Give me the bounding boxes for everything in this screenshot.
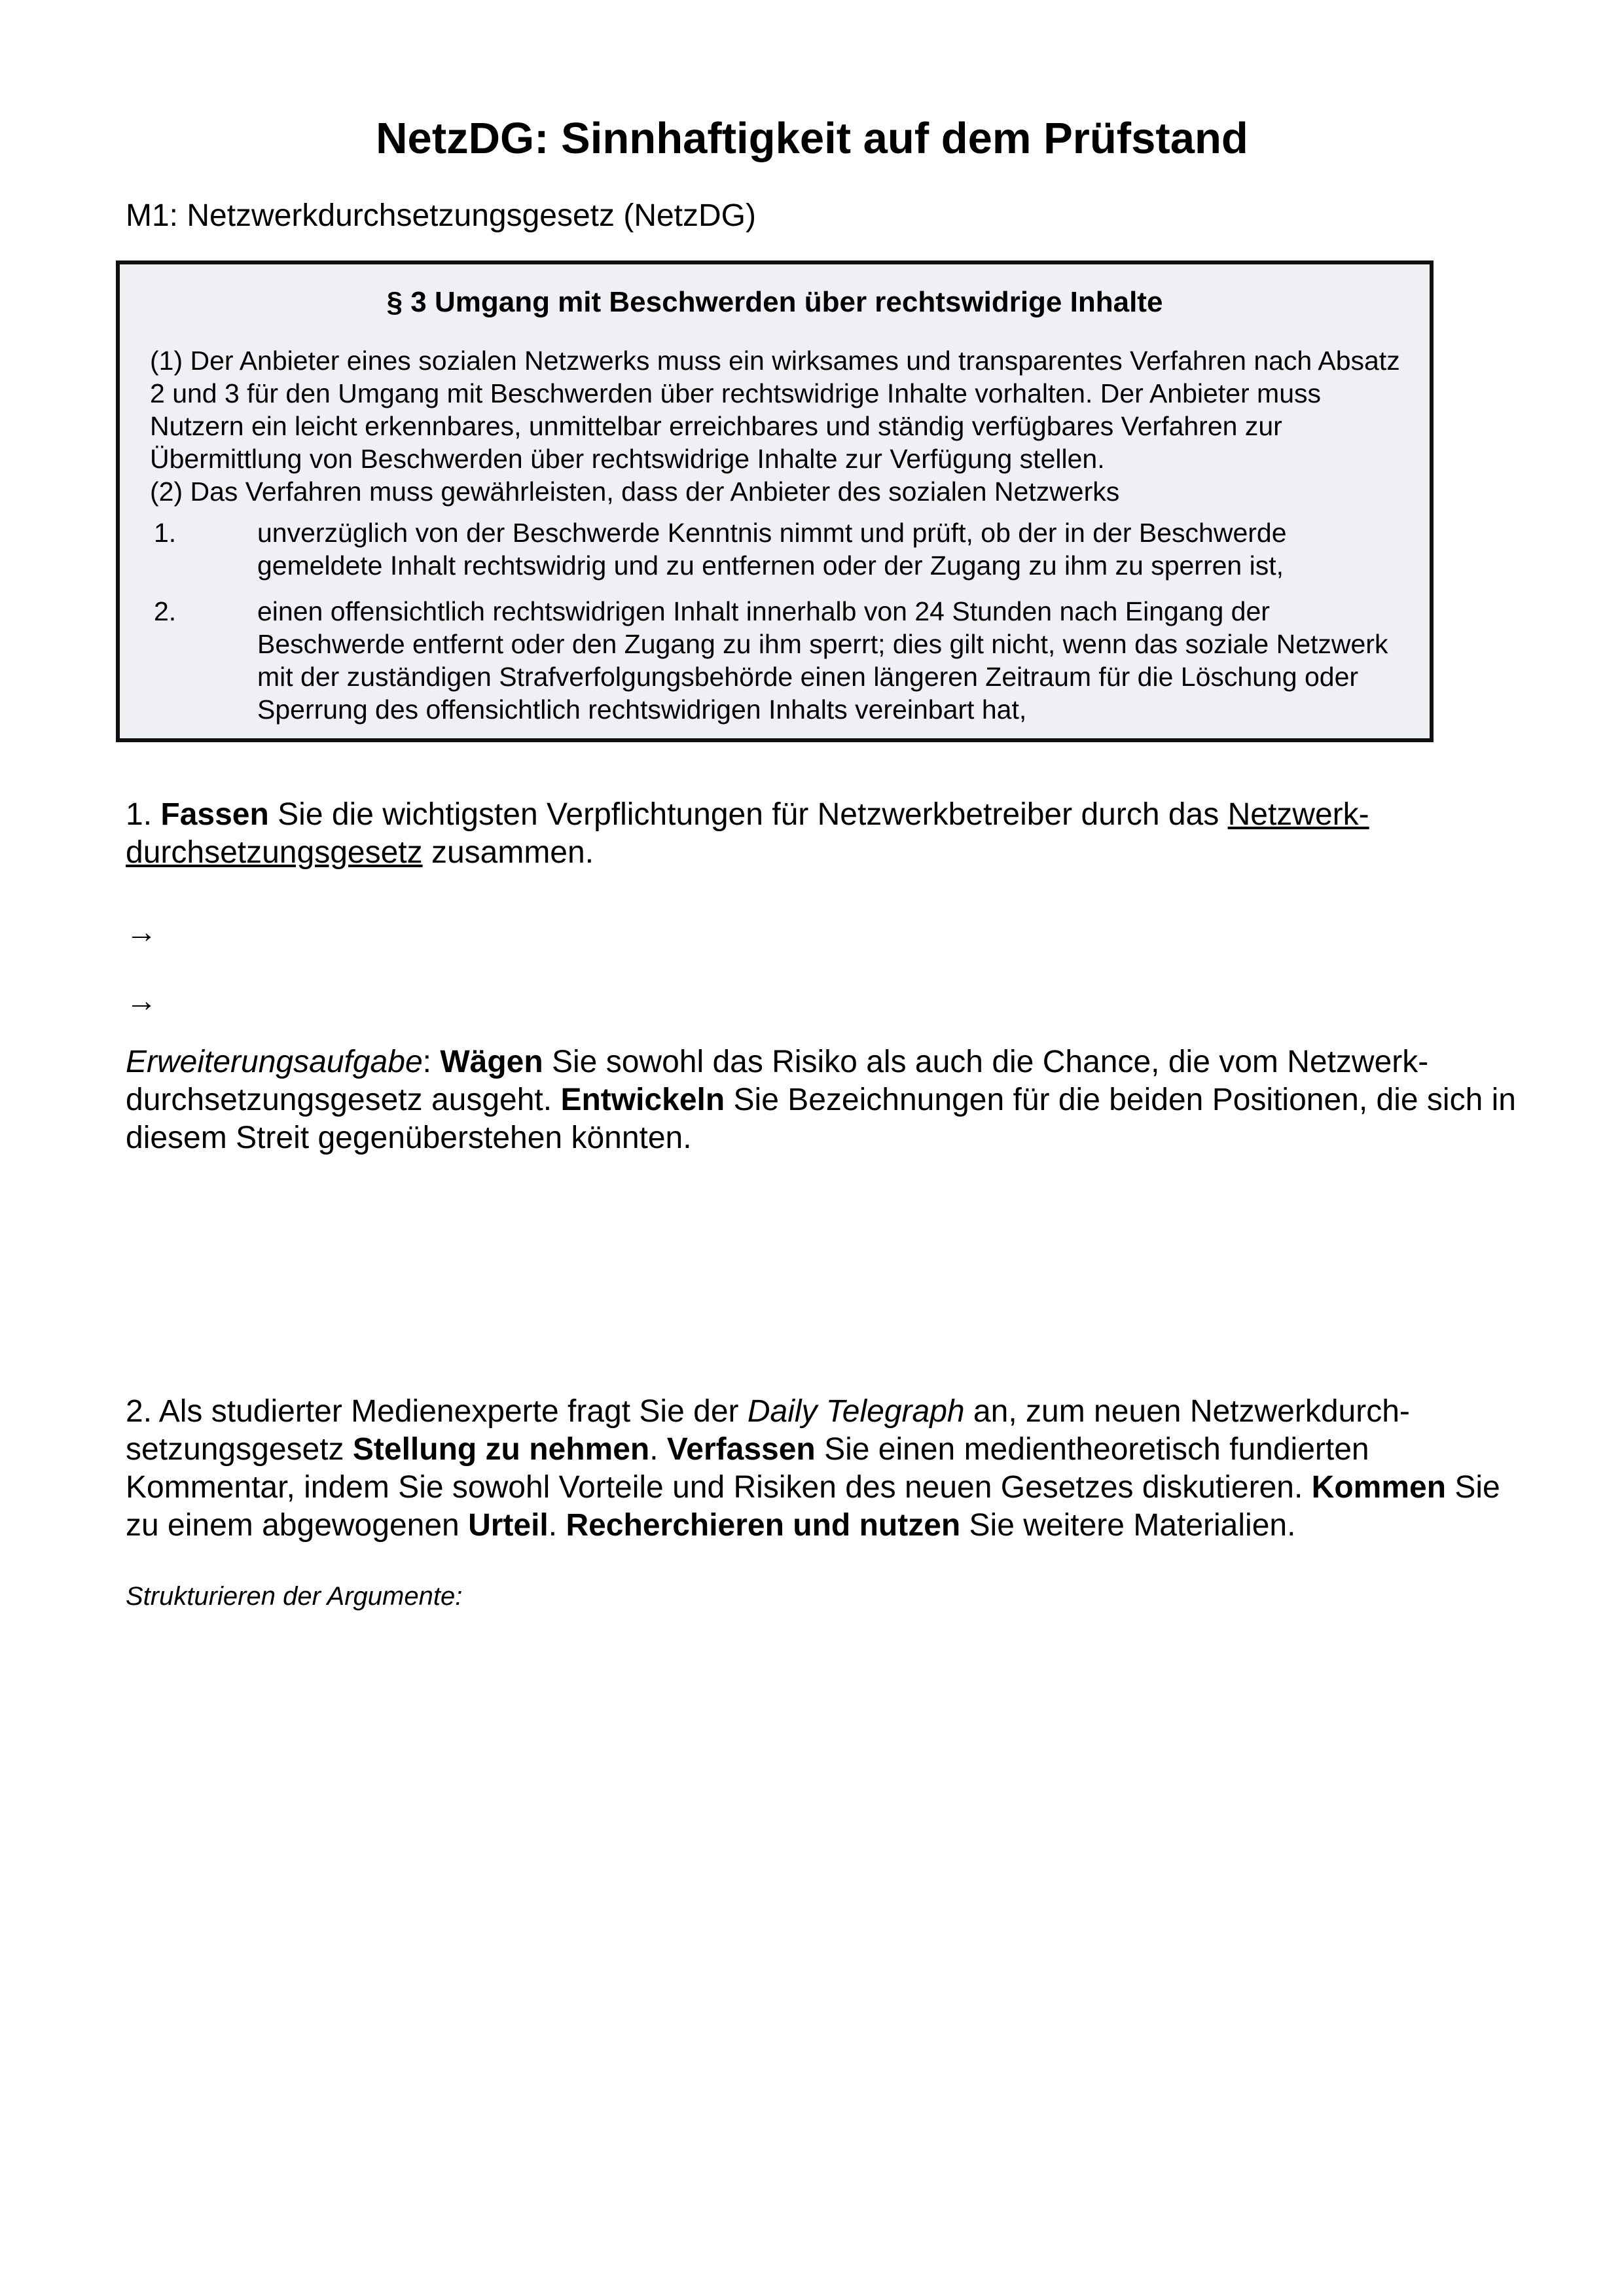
law-item-text: einen offensichtlich rechtswidrigen Inhalt innerhalb von 24 Stunden nach Eingang der Beschwerde entfernt oder den Zugang zu ihm sperrt; dies gilt nicht, wenn das soziale Netzwerk mit der zuständigen Strafverfolgungsbehörde einen längeren Zeitraum für die Löschung oder Sperrung des offensichtlich rechtswidrigen Inhalts vereinbart hat, xyxy=(257,596,1388,725)
newspaper-name: Daily Telegraph xyxy=(747,1394,965,1429)
law-item-number: 1. xyxy=(154,518,177,548)
task-2: 2. Als studierter Medienexperte fragt Sie der Daily Telegraph an, zum neuen Netzwerkdurch-setzungsgesetz Stellung zu nehmen. Verfassen Sie einen medientheoretisch fundierten Kommentar, indem Sie sowohl Vorteile und Risiken des neuen Gesetzes diskutieren. Kommen Sie zu einem abgewogenen Urteil. Recherchieren und nutzen Sie weitere Materialien. xyxy=(126,1394,1500,1543)
page-title: NetzDG: Sinnhaftigkeit auf dem Prüfstand xyxy=(376,114,1248,163)
law-section-heading: § 3 Umgang mit Beschwerden über rechtswidrige Inhalte xyxy=(386,286,1163,318)
task-2-operator-4: Urteil xyxy=(468,1508,549,1543)
extension-operator-1: Wägen xyxy=(440,1045,543,1079)
material-label: M1: Netzwerkdurchsetzungsgesetz (NetzDG) xyxy=(126,198,756,233)
law-paragraph-2: (2) Das Verfahren muss gewährleisten, dass der Anbieter des sozialen Netzwerks xyxy=(150,476,1120,507)
task-2-operator-1: Stellung zu nehmen xyxy=(352,1432,650,1467)
extension-operator-2: Entwickeln xyxy=(560,1083,725,1117)
netzdg-underlined-term: Netzwerk-durchsetzungsgesetz xyxy=(126,797,1369,870)
task-1-text-end: zusammen. xyxy=(422,835,594,870)
answer-arrow: → xyxy=(126,984,157,1018)
answer-arrow: → xyxy=(126,915,157,950)
extension-task-label: Erweiterungsaufgabe xyxy=(126,1045,423,1079)
structure-arguments-label: Strukturieren der Argumente: xyxy=(126,1582,463,1611)
task-2-operator-5: Recherchieren und nutzen xyxy=(566,1508,961,1543)
task-1-text: Sie die wichtigsten Verpflichtungen für Netzwerkbetreiber durch das xyxy=(268,797,1228,832)
task-2-operator-2: Verfassen xyxy=(666,1432,816,1467)
law-item-number: 2. xyxy=(154,596,177,626)
task-1-operator: Fassen xyxy=(160,797,269,832)
law-excerpt-box xyxy=(116,260,1434,742)
task-1 xyxy=(126,796,1520,872)
task-1-number: 1. xyxy=(126,797,161,832)
law-paragraph-1: (1) Der Anbieter eines sozialen Netzwerks muss ein wirksames und transparentes Verfahren nach Absatz 2 und 3 für den Umgang mit Beschwerden über rechtswidrige Inhalte vorhalten. Der Anbieter muss Nutzern ein leicht erkennbares, unmittelbar erreichbares und ständig verfügbares Verfahren zur Übermittlung von Beschwerden über rechtswidrige Inhalte zur Verfügung stellen. xyxy=(150,346,1400,474)
extension-task: Erweiterungsaufgabe: Wägen Sie sowohl das Risiko als auch die Chance, die vom Netzwerk-durchsetzungsgesetz ausgeht. Entwickeln Sie Bezeichnungen für die beiden Positionen, die sich in diesem Streit gegenüberstehen könnten. xyxy=(126,1045,1516,1155)
law-item-text: unverzüglich von der Beschwerde Kenntnis nimmt und prüft, ob der in der Beschwerde gemeldete Inhalt rechtswidrig und zu entfernen oder der Zugang zu ihm zu sperren ist, xyxy=(257,518,1287,581)
task-2-operator-3: Kommen xyxy=(1311,1470,1447,1505)
